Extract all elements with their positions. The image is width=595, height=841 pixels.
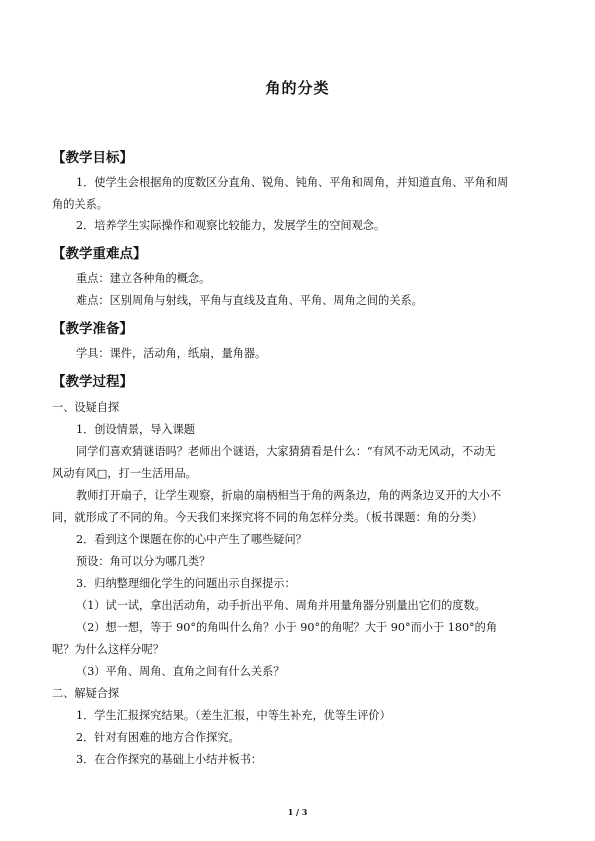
process-2-3: 3．在合作探究的基础上小结并板书： [76, 753, 263, 766]
process-part-2: 二、解疑合探 [52, 687, 120, 700]
heading-preparation: 【教学准备】 [52, 321, 133, 337]
process-part-1: 一、设疑自探 [52, 401, 120, 414]
heading-process: 【教学过程】 [52, 374, 133, 390]
process-1-1: 1．创设情景，导入课题 [76, 423, 195, 436]
heading-key-points: 【教学重难点】 [52, 246, 147, 262]
process-1-5: 预设：角可以分为哪几类？ [76, 555, 211, 568]
heading-goals: 【教学目标】 [52, 150, 133, 166]
process-2-2: 2．针对有困难的地方合作探究。 [76, 731, 240, 744]
preparation-tools: 学具：课件，活动角，纸扇，量角器。 [76, 347, 267, 360]
process-1-8-line-2: 呢？为什么这样分呢？ [52, 643, 164, 656]
process-2-1: 1．学生汇报探究结果。（差生汇报，中等生补充，优等生评价） [76, 709, 391, 722]
page-number: 1 / 3 [287, 807, 308, 817]
process-1-3-line-1: 教师打开扇子，让学生观察，折扇的扇柄相当于角的两条边，角的两条边叉开的大小不 [76, 489, 502, 502]
goal-1-line-2: 角的关系。 [52, 198, 108, 211]
page-title: 角的分类 [265, 79, 330, 97]
process-1-2-line-2: 风动有风□，打一生活用品。 [52, 467, 197, 480]
process-1-9: （3）平角、周角、直角之间有什么关系？ [76, 665, 285, 678]
process-1-2-line-1: 同学们喜欢猜谜语吗？老师出个谜语，大家猜猜看是什么：“有风不动无风动，不动无 [76, 445, 496, 458]
goal-2: 2．培养学生实际操作和观察比较能力，发展学生的空间观念。 [76, 219, 386, 232]
process-1-7: （1）试一试，拿出活动角，动手折出平角、周角并用量角器分别量出它们的度数。 [76, 599, 486, 612]
key-point-difficulty: 难点：区别周角与射线，平角与直线及直角、平角、周角之间的关系。 [76, 294, 423, 307]
goal-1-line-1: 1．使学生会根据角的度数区分直角、锐角、钝角、平角和周角，并知道直角、平角和周 [76, 176, 509, 189]
process-1-6: 3．归纳整理细化学生的问题出示自探提示： [76, 577, 296, 590]
process-1-4: 2．看到这个课题在你的心中产生了哪些疑问？ [76, 533, 307, 546]
process-1-8-line-1: （2）想一想，等于 90°的角叫什么角？小于 90°的角呢？大于 90°而小于 180°的角 [76, 621, 498, 634]
process-1-3-line-2: 同，就形成了不同的角。今天我们来探究将不同的角怎样分类。（板书课题：角的分类） [52, 511, 483, 524]
key-point-focus: 重点：建立各种角的概念。 [76, 272, 211, 285]
